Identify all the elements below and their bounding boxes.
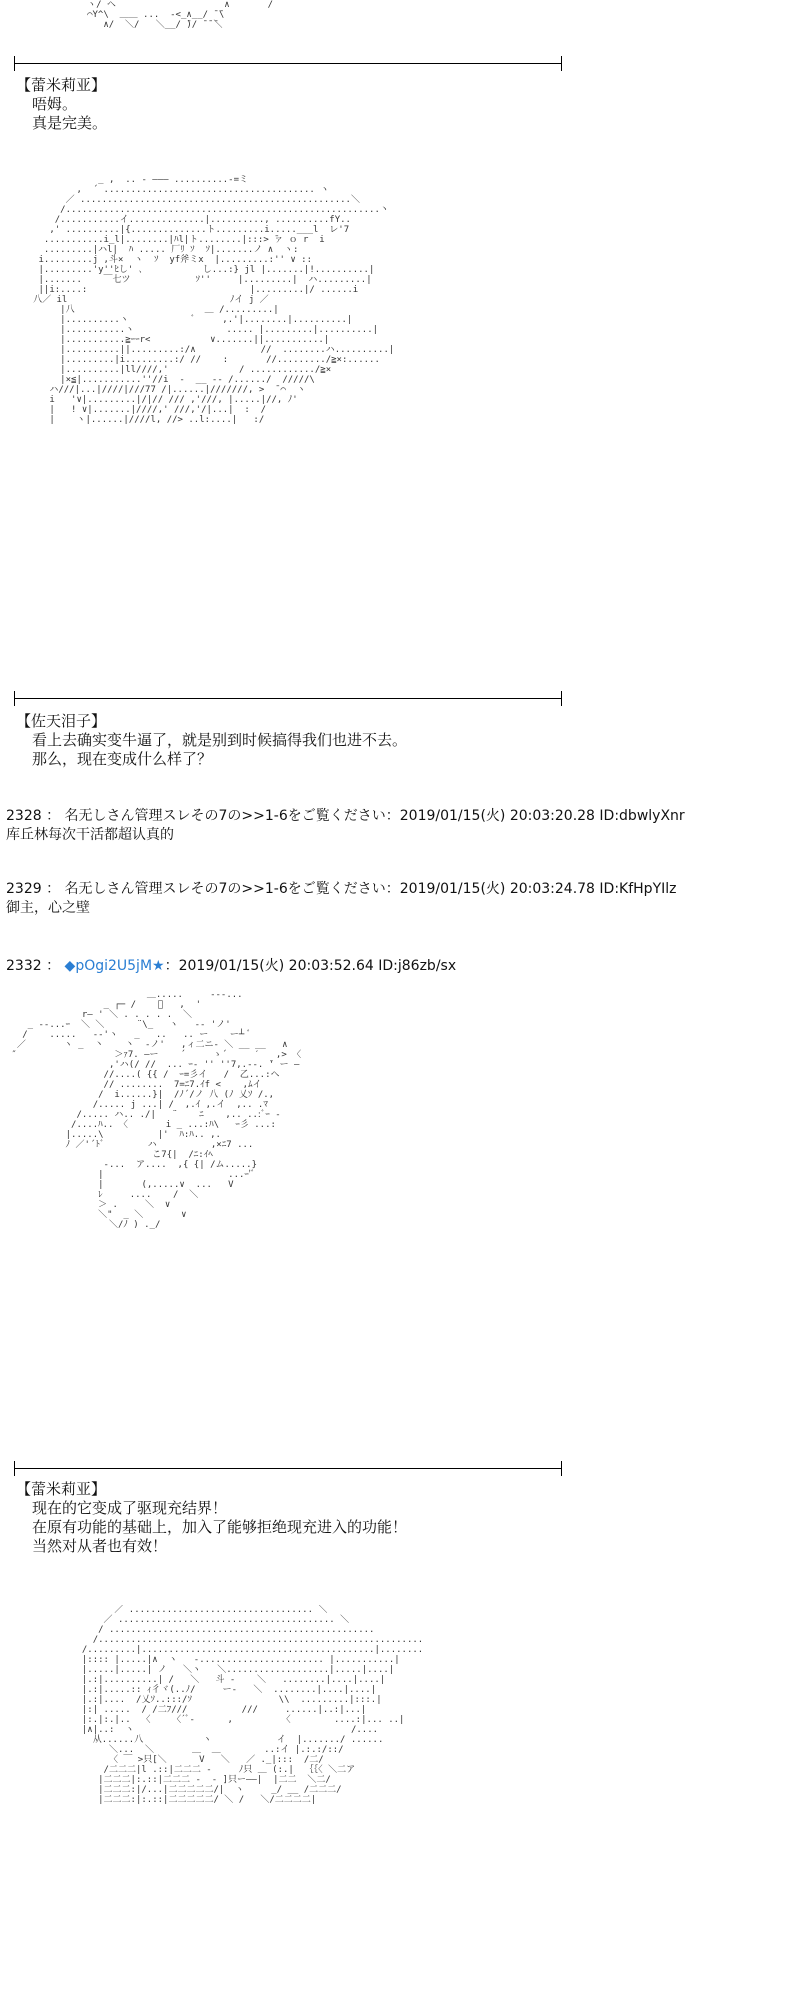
speaker-name: 【佐天泪子】 bbox=[16, 712, 107, 730]
post-number: 2332 ： bbox=[6, 958, 65, 974]
dialogue-line: 真是完美。 bbox=[32, 114, 108, 132]
ascii-art-girl: ／ .................................. ＼ ／ ........................................ ＼ / ................................................. /............................................................ /.........|...........................................|........ |:::: |.....|∧ ヽ ‐....................... |...........| |.....|.....| ノ ＼ヽ ＼...................|.....|....| |.:|..........| / ＼ 斗 ‐ ＼ ........|....|....| |.:|.....:: ｨ彳ヾ(..ﾉ/ ー‐ ＼ ........|....|....| |.:|.... /乂ｿ..:::/ｿ \\ .........|:::.| |:| ..... / /二ﾌ/// /// ......|..:|...| |:.|:.|.. 〈 〈´ﾞ‐ , 〈 ....:|... ..| |∧|..: ヽ /.... 从......八 ヽ イ |......./ ...... ＼... ＼ ＿ ＿ ..:イ |.:.:/::/ 〈 ￣ >只[＼ V ＼ ／ ._|::: /二/ /二二二|l .::|二二二 - ﾉ只 ＿ (:.| ｛｛〈 ＼二ア |二二二|:.::|二二二 - ‐ ]只ー――| |二二 ＼二/ |二二二:|/...|二二二二二/| ヽ _/ __ /二二二/ |二二二:|:.::|二二二二二/ ＼ / ＼/二二二二| bbox=[81, 1605, 424, 1805]
forum-post bbox=[6, 807, 685, 845]
diamond-icon: ◆ bbox=[64, 958, 76, 974]
dialogue-line: 现在的它变成了驱现充结界！ bbox=[32, 1499, 228, 1517]
post-header: 2328 ： 名无しさん管理スレその7の>>1-6をご覧ください：2019/01/15(火) 20:03:20.28 ID:dbwlyXnr bbox=[6, 808, 685, 824]
dialogue-line: 在原有功能的基础上，加入了能够拒绝现充进入的功能！ bbox=[32, 1518, 408, 1536]
post-date-id: ：2019/01/15(火) 20:03:52.64 ID:j86zb/sx bbox=[164, 958, 457, 974]
forum-post bbox=[6, 880, 677, 918]
ascii-art-girl: _ , .. - ――― ..........-=ミ , ´ ....................................... ヽ ／ ..................................................＼ /..........................................................丶 /...........イ..............|.........., ..........fY.. ,' ..........|{..............ト.........i.....___l レ'7 ...........i_l|........|ﾊl|ト........|:::> ̄ァ ｏ r i .........|ハl| ﾊ ..... 厂ﾘ ｿ ｿ|.......ノ ∧ ヽ: i.........j ,斗× ヽ ｿ yf斧ミx |.........:'' ∨ :: |.........'y''ﾋし' ､ し...:} jl |.......|!..........| |....... ￣七ツ ｿ'' |.........| ハ.........| ||i:....: |.........|/ ......i 八／ il ﾉイ j ／ |八 ＿ /.........| |..........ヽ ﾞ ,.'|........|..........| |...........ヽ ..... |.........|..........| |...........≧ｰｰr< ∨.......||...........| |..........||.........:/∧ // ........ハ..........| |.........|i.........:/ // : //........./≧×:...... |..........|ll////,' / ............/≧× |×≦|...........''//i - __ -- /....../ /////\ ハ///|...|////|///77 /|......|///////, > ̄ ⌒ ヽ i '∨|.........|/|// /// ,'///, |.....|//, ﾉ' | ! ∨|.......|////,' ///,'/|...| : / | ヽ|......|////l, //> ..l:....| :/ bbox=[33, 175, 395, 425]
dialogue-line: 当然对从者也有效！ bbox=[32, 1537, 168, 1555]
dialogue-block bbox=[16, 712, 407, 769]
divider-rule bbox=[14, 698, 562, 699]
dialogue-block bbox=[16, 76, 107, 133]
dialogue-line: 唔姆。 bbox=[32, 95, 78, 113]
post-header: 2329 ： 名无しさん管理スレその7の>>1-6をご覧ください：2019/01/15(火) 20:03:24.78 ID:KfHpYIlz bbox=[6, 881, 677, 897]
dialogue-line: 那么，现在变成什么样了？ bbox=[32, 750, 213, 768]
trip-code-link[interactable]: pOgi2U5jM bbox=[75, 958, 153, 974]
post-body: 库丘林每次干活都超认真的 bbox=[6, 827, 174, 843]
ascii-art-scene: ＿..... ‐-‐... _ ┌─ / ﾟ , ' r― ' ＼ . . . . . ＼ _ -‐...ｰ ＼ ＼ ¨\_ ヽ -- 'ノ' / ..... -‐'ヽ _ .. .. ー ー┴ ﾞ ／ ヽ _ 丶 丶 ‐ノ' ,ィ二ニ‐ ＼ __ __ ∧ ″ ＞ｧ7. ―ー ´ ゝ´ ′ ,> 〈 ,'ハ(/ // ... ｰ‐ '' ''7,.-‐. ̄' ー ― //....( {{ / ｰ=彡イ / 乙...:ヘ // ........ 7=ﾆ7.ｲf < ,ﾑイ / i......}| /ﾉ´/ノ 八 (ﾉ 乂ｿ /., /..... j ...| / ,.ｲ ,.イ ,.. .ﾏ /..... ハ.. ./| ¨ ﾆ ,.. ..:ﾞｰ ‐ /....ﾊ.. 〈 i _ ...:ﾊ\ ｰ彡 ...: |.....\ |' ﾊ:ﾊ.. ,. ﾉ ／'´ﾄﾞ ハ ,×ﾆ7 ... こ7{| /ﾆ:ｲﾍ ‐... ア.... ,{ {| /ム.....} | ...ｰ'ﾞ | (,.....∨ ... V ﾚ .... / ＼ ＞ . ＼ ∨ ＼" _ ＼ ∨ ＼/ﾉ ) ._/ bbox=[11, 990, 302, 1230]
speaker-name: 【蕾米莉亚】 bbox=[16, 1480, 107, 1498]
divider-rule bbox=[14, 63, 562, 64]
ascii-art-top-fragment: ヽ/ ヘ ∧ / ⌒Y^\ ＿＿ ... -<_∧__/ ̄ ̄\ ∧/ ＼/ ＼__/ ̄)/ ̄ ̄ ̄＼ bbox=[87, 0, 274, 30]
post-body: 御主，心之壁 bbox=[6, 900, 90, 916]
author-post-header bbox=[6, 957, 456, 976]
speaker-name: 【蕾米莉亚】 bbox=[16, 76, 107, 94]
divider-rule bbox=[14, 1468, 562, 1469]
dialogue-line: 看上去确实变牛逼了，就是别到时候搞得我们也进不去。 bbox=[32, 731, 408, 749]
dialogue-block bbox=[16, 1480, 407, 1556]
star-icon: ★ bbox=[152, 958, 165, 974]
